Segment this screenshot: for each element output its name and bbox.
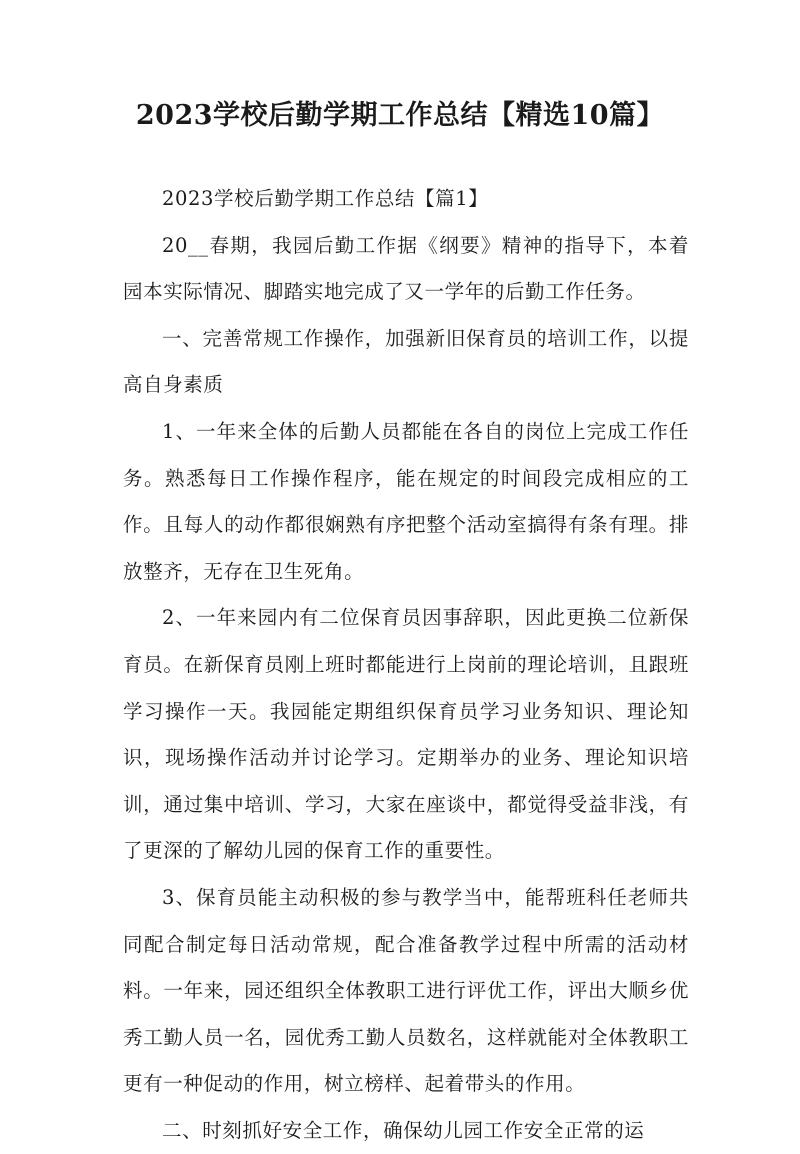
document-body — [123, 176, 689, 1154]
heading-two: 二、时刻抓好安全工作，确保幼儿园工作安全正常的运 — [162, 1118, 645, 1142]
heading-one: 一、完善常规工作操作，加强新旧保育员的培训工作，以提高自身素质 — [123, 326, 689, 397]
paragraph-intro: 20__春期，我园后勤工作据《纲要》精神的指导下，本着园本实际情况、脚踏实地完成了又一学年的后勤工作任务。 — [123, 233, 689, 304]
paragraph-item-2: 2、一年来园内有二位保育员因事辞职，因此更换二位新保育员。在新保育员刚上班时都能进行上岗前的理论培训，且跟班学习操作一天。我园能定期组织保育员学习业务知识、理论知识，现场操作活动并讨论学习。定期举办的业务、理论知识培训，通过集中培训、学习，大家在座谈中，都觉得受益非浅，有了更深的了解幼儿园的保育工作的重要性。 — [123, 606, 689, 863]
paragraph-item-1: 1、一年来全体的后勤人员都能在各自的岗位上完成工作任务。熟悉每日工作操作程序，能在规定的时间段完成相应的工作。且每人的动作都很娴熟有序把整个活动室搞得有条有理。排放整齐，无存在卫生死角。 — [123, 419, 689, 583]
paragraph-item-3: 3、保育员能主动积极的参与教学当中，能帮班科任老师共同配合制定每日活动常规，配合准备教学过程中所需的活动材料。一年来，园还组织全体教职工进行评优工作，评出大顺乡优秀工勤人员一名，园优秀工勤人员数名，这样就能对全体教职工更有一种促动的作用，树立榜样、起着带头的作用。 — [123, 885, 689, 1096]
section-title: 2023学校后勤学期工作总结【篇1】 — [162, 187, 489, 210]
document-title: 2023学校后勤学期工作总结【精选10篇】 — [135, 100, 665, 131]
